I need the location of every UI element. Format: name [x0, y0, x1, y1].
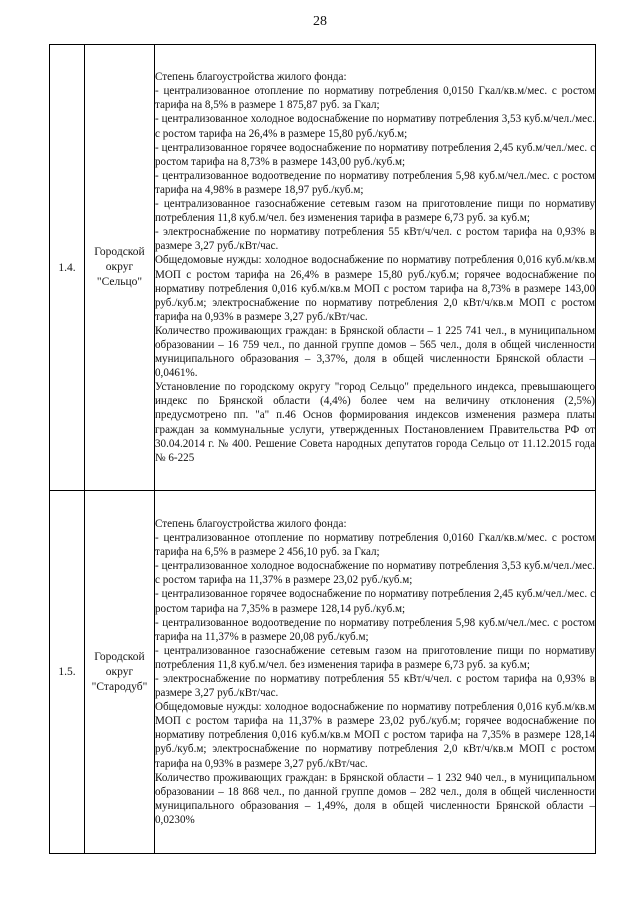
paragraph: Количество проживающих граждан: в Брянской области – 1 225 741 чел., в муниципальном образовании – 16 759 чел., по данной группе домов – 565 чел., доля в общей численности муниципального образования – 3,37%, доля в общей численности Брянской области – 0,0461%. [155, 324, 595, 380]
paragraph: - электроснабжение по нормативу потребления 55 кВт/ч/чел. с ростом тарифа на 0,93% в размере 3,27 руб./кВт/час. [155, 226, 595, 253]
paragraph: Общедомовые нужды: холодное водоснабжение по нормативу потребления 0,016 куб.м/кв.м МОП с ростом тарифа на 26,4% в размере 15,80 руб./куб.м; горячее водоснабжение по нормативу потребления 0,016 куб.м/кв.м МОП с ростом тарифа на 8,73% в размере 143,00 руб./куб.м; электроснабжение по нормативу потребления 2,0 кВт/ч/кв.м МОП с ростом тарифа на 0,93% в размере 3,27 руб./кВт/час. [155, 254, 595, 323]
table-row [50, 491, 596, 854]
tariff-table [49, 44, 596, 854]
paragraph: Степень благоустройства жилого фонда: [155, 517, 347, 530]
row-description [155, 45, 596, 491]
paragraph: - централизованное отопление по нормативу потребления 0,0160 Гкал/кв.м/мес. с ростом тарифа на 6,5% в размере 2 456,10 руб. за Гкал; [155, 532, 595, 559]
paragraph: - централизованное горячее водоснабжение по нормативу потребления 2,45 куб.м/чел./мес. с ростом тарифа на 7,35% в размере 128,14 руб./куб.м; [155, 588, 595, 615]
paragraph: - централизованное газоснабжение сетевым газом на приготовление пищи по нормативу потребления 11,8 куб.м/чел. без изменения тарифа в размере 6,73 руб. за куб.м; [155, 644, 595, 671]
paragraph: - централизованное холодное водоснабжение по нормативу потребления 3,53 куб.м/чел./мес. с ростом тарифа на 11,37% в размере 23,02 руб./куб.м; [155, 560, 595, 587]
municipality-name-line: округ [105, 665, 134, 678]
paragraph: - централизованное отопление по нормативу потребления 0,0150 Гкал/кв.м/мес. с ростом тарифа на 8,5% в размере 1 875,87 руб. за Гкал; [155, 85, 595, 112]
paragraph: - электроснабжение по нормативу потребления 55 кВт/ч/чел. с ростом тарифа на 0,93% в размере 3,27 руб./кВт/час. [155, 673, 595, 700]
row-number: 1.4. [50, 45, 85, 491]
paragraph: - централизованное водоотведение по нормативу потребления 5,98 куб.м/чел./мес. с ростом тарифа на 11,37% в размере 20,08 руб./куб.м; [155, 616, 595, 643]
paragraph: - централизованное водоотведение по нормативу потребления 5,98 куб.м/чел./мес. с ростом тарифа на 4,98% в размере 18,97 руб./куб.м; [155, 169, 595, 196]
paragraph: Степень благоустройства жилого фонда: [155, 71, 347, 84]
row-description [155, 491, 596, 854]
paragraph: - централизованное газоснабжение сетевым газом на приготовление пищи по нормативу потребления 11,8 куб.м/чел. без изменения тарифа в размере 6,73 руб. за куб.м; [155, 198, 595, 225]
paragraph: Установление по городскому округу "город Сельцо" предельного индекса, превышающего индекс по Брянской области (4,4%) более чем на величину отклонения (2,5%) предусмотрено пп. "а" п.46 Основ формирования индексов изменения размера платы граждан за коммунальные услуги, утвержденных Постановлением Правительства РФ от 30.04.2014 г. № 400. Решение Совета народных депутатов города Сельцо от 11.12.2015 года № 6-225 [155, 381, 595, 464]
row-number: 1.5. [50, 491, 85, 854]
municipality-name-line: Городской [94, 650, 145, 663]
paragraph: - централизованное холодное водоснабжение по нормативу потребления 3,53 куб.м/чел./мес. с ростом тарифа на 26,4% в размере 15,80 руб./куб.м; [155, 113, 595, 140]
municipality-name-line: Городской [94, 246, 145, 258]
municipality-name-line: "Стародуб" [91, 680, 148, 693]
municipality-name-line: "Сельцо" [96, 276, 143, 288]
municipality-name [85, 491, 155, 854]
municipality-name-line: округ [105, 261, 134, 273]
paragraph: Количество проживающих граждан: в Брянской области – 1 232 940 чел., в муниципальном образовании – 18 868 чел., по данной группе домов – 282 чел., доля в общей численности муниципального образования – 1,49%, доля в общей численности Брянской области – 0,0230% [155, 771, 595, 826]
page-number: 28 [313, 14, 327, 29]
paragraph: Общедомовые нужды: холодное водоснабжение по нормативу потребления 0,016 куб.м/кв.м МОП с ростом тарифа на 11,37% в размере 23,02 руб./куб.м; горячее водоснабжение по нормативу потребления 0,016 куб.м/кв.м МОП с ростом тарифа на 7,35% в размере 128,14 руб./куб.м; электроснабжение по нормативу потребления 2,0 кВт/ч/кв.м МОП с ростом тарифа на 0,93% в размере 3,27 руб./кВт/час. [155, 701, 595, 770]
municipality-name [85, 45, 155, 491]
paragraph: - централизованное горячее водоснабжение по нормативу потребления 2,45 куб.м/чел./мес. с ростом тарифа на 8,73% в размере 143,00 руб./куб.м; [155, 141, 595, 168]
table-row [50, 45, 596, 491]
